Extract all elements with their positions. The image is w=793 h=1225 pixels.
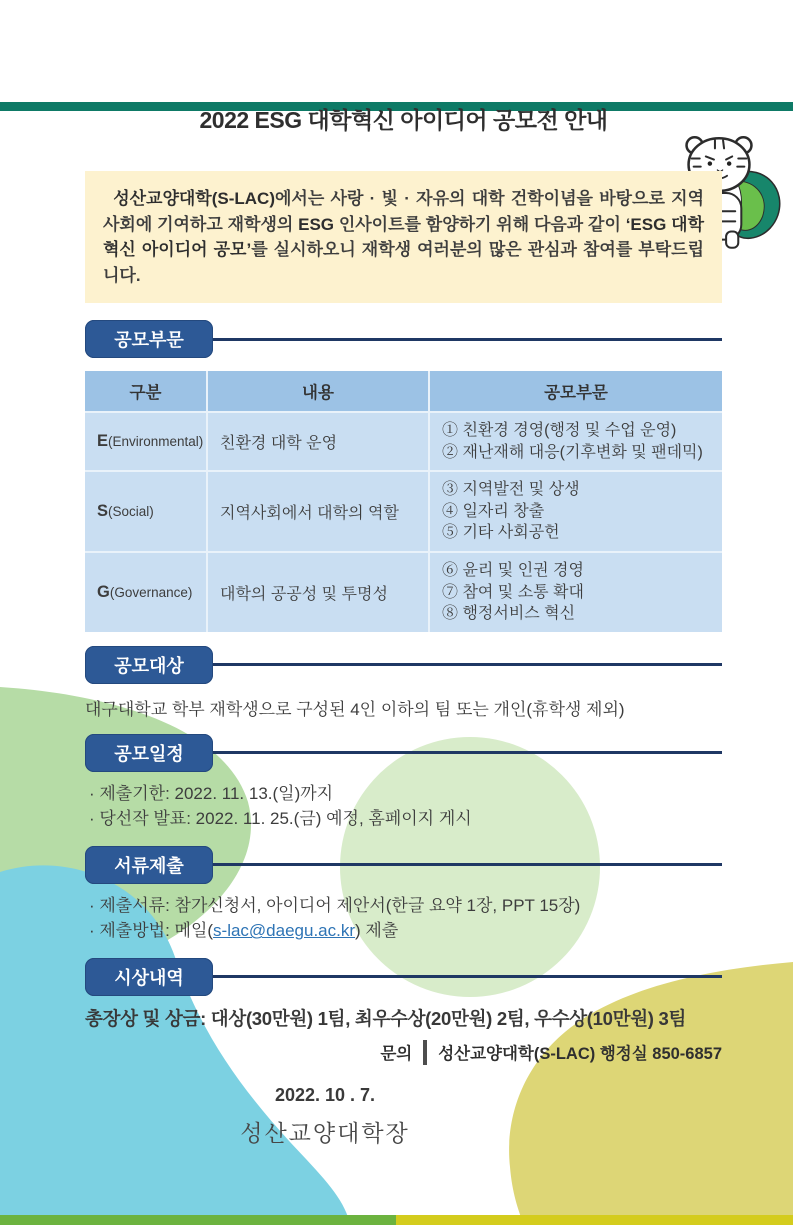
table-header-fields: 공모부문 [429, 371, 722, 412]
awards-badge: 시상내역 [85, 958, 213, 996]
list-item: ④ 일자리 창출 [442, 502, 545, 520]
section-rule [213, 975, 722, 978]
category-word: (Environmental) [108, 434, 204, 450]
content-cell: 친환경 대학 운영 [207, 412, 429, 471]
items-cell [429, 471, 722, 552]
section-rule [213, 863, 722, 866]
category-cell [85, 471, 207, 552]
poster-content [0, 102, 793, 1148]
page-title: 2022 ESG 대학혁신 아이디어 공모전 안내 [199, 107, 608, 133]
intro-org-bold: 성산교양대학(S-LAC) [113, 189, 275, 208]
schedule-badge: 공모일정 [85, 734, 213, 772]
bottom-bar-green [0, 1215, 397, 1225]
footer [85, 1085, 565, 1148]
contact-org: 성산교양대학(S-LAC) [438, 1045, 596, 1064]
section-documents-header [85, 846, 722, 884]
section-target-header [85, 646, 722, 684]
list-item: ⑦ 참여 및 소통 확대 [442, 583, 584, 601]
schedule-list [85, 781, 722, 832]
target-badge: 공모대상 [85, 646, 213, 684]
category-cell [85, 412, 207, 471]
list-item: ⑧ 행정서비스 혁신 [442, 605, 576, 623]
list-item: ⑤ 기타 사회공헌 [442, 524, 560, 542]
contact-info [438, 1040, 722, 1064]
section-schedule-header [85, 734, 722, 772]
list-item: ① 친환경 경영(행정 및 수업 운영) [442, 422, 677, 439]
items-list [442, 560, 710, 625]
items-cell [429, 412, 722, 471]
table-row [85, 552, 722, 632]
documents-badge: 서류제출 [85, 846, 213, 884]
intro-text: 인사이트를 함양하기 위해 다음과 같이 [334, 214, 626, 234]
intro-box [85, 171, 722, 303]
section-category-header [85, 320, 722, 358]
list-item: ⑥ 윤리 및 인권 경영 [442, 561, 584, 579]
category-table [85, 371, 722, 632]
list-item: ③ 지역발전 및 상생 [442, 481, 580, 499]
list-item: · 제출기한: 2022. 11. 13.(일)까지 [89, 783, 334, 803]
category-cell [85, 552, 207, 632]
content-cell: 지역사회에서 대학의 역할 [207, 471, 429, 552]
category-letter: G [97, 582, 110, 601]
awards-text: 총장상 및 상금: 대상(30만원) 1팀, 최우수상(20만원) 2팀, 우수상(10만원) 3팀 [85, 1007, 687, 1029]
section-rule [213, 663, 722, 666]
submit-method-text: ) 제출 [355, 921, 399, 941]
items-list [442, 479, 710, 544]
intro-text: 를 실시하오니 재학생 여러분의 많은 관심과 참여를 부탁드립니다. [103, 240, 704, 285]
contact-divider [423, 1040, 427, 1065]
table-header-category: 구분 [85, 371, 207, 412]
list-item: · 제출서류: 참가신청서, 아이디어 제안서(한글 요약 1장, PPT 15장) [89, 895, 581, 915]
category-badge: 공모부문 [85, 320, 213, 358]
section-rule [213, 751, 722, 754]
items-list [442, 420, 710, 463]
items-cell [429, 552, 722, 632]
footer-signer: 성산교양대학장 [240, 1119, 410, 1146]
table-row [85, 412, 722, 471]
contact-dept: 행정실 [595, 1045, 653, 1064]
list-item [89, 918, 722, 944]
contact-label: 문의 [380, 1045, 413, 1064]
list-item: ② 재난재해 대응(기후변화 및 팬데믹) [442, 443, 703, 461]
contact-row [85, 1040, 722, 1065]
contact-phone: 850-6857 [652, 1045, 722, 1064]
submit-method-text: · 제출방법: 메일( [89, 921, 214, 941]
category-word: (Governance) [109, 584, 193, 600]
section-rule [213, 338, 722, 341]
intro-contest-bold: ‘ESG 대학혁신 아이디어 공모’ [103, 214, 704, 259]
email-link[interactable]: s-lac@daegu.ac.kr [213, 921, 356, 941]
section-awards-header [85, 958, 722, 996]
table-row [85, 471, 722, 552]
category-letter: S [97, 502, 109, 521]
table-header-content: 내용 [207, 371, 429, 412]
table-header-row [85, 371, 722, 412]
content-cell: 대학의 공공성 및 투명성 [207, 552, 429, 632]
list-item: · 당선작 발표: 2022. 11. 25.(금) 예정, 홈페이지 게시 [89, 809, 472, 829]
documents-list [85, 893, 722, 944]
poster-page [0, 102, 793, 1225]
bottom-bar-yellow [396, 1215, 793, 1225]
category-word: (Social) [108, 504, 154, 520]
intro-text: 에서는 사랑 · 빛 · 자유의 대학 건학이념을 바탕으로 지역사회에 기여하고 재학생의 [103, 189, 704, 234]
target-text: 대구대학교 학부 재학생으로 구성된 4인 이하의 팀 또는 개인(휴학생 제외) [85, 699, 625, 719]
category-letter: E [97, 432, 109, 451]
footer-date: 2022. 10 . 7. [274, 1084, 376, 1105]
intro-esg-bold: ESG [298, 214, 335, 234]
